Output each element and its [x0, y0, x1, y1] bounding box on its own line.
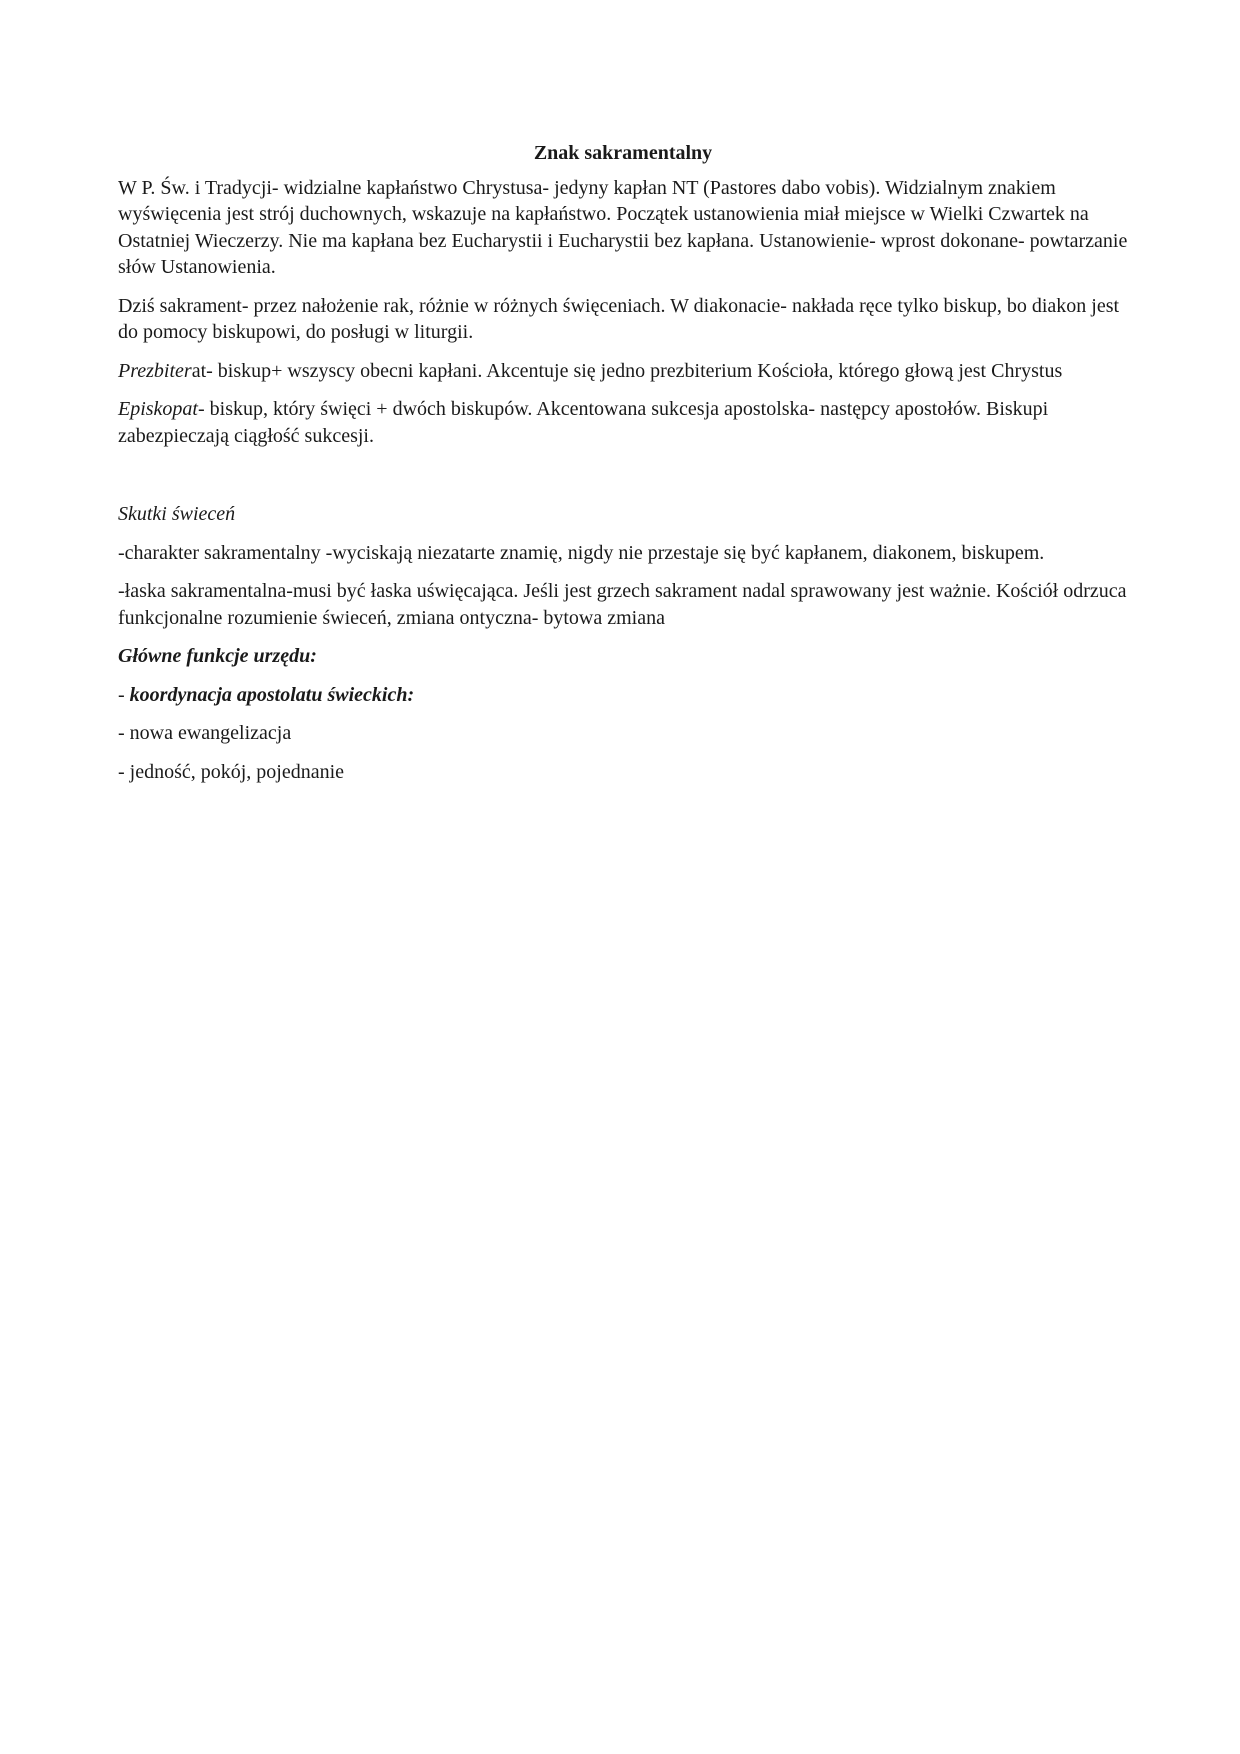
- document-page: [118, 140, 1128, 797]
- functions-heading: Główne funkcje urzędu:: [118, 645, 317, 667]
- function-item-coordination-text: koordynacja apostolatu świeckich:: [129, 683, 415, 706]
- paragraph-sacramental-grace: -łaska sakramentalna-musi być łaska uświęcająca. Jeśli jest grzech sakrament nadal sprawowany jest ważnie. Kościół odrzuca funkcjonalne rozumienie świeceń, zmiana ontyczna- bytowa zmiana: [118, 580, 1127, 629]
- paragraph-presbyterate: [118, 358, 1128, 385]
- episcopate-text: - biskup, który święci + dwóch biskupów. Akcentowana sukcesja apostolska- następcy apostołów. Biskupi zabezpieczają ciągłość sukcesji.: [118, 398, 1049, 447]
- paragraph-sacrament-today: Dziś sakrament- przez nałożenie rak, różnie w różnych święceniach. W diakonacie- nakłada ręce tylko biskup, bo diakon jest do pomocy biskupowi, do posługi w liturgii.: [118, 294, 1120, 343]
- effects-heading: Skutki świeceń: [118, 503, 236, 525]
- section-spacer: [118, 461, 1128, 501]
- presbyterate-text: at- biskup+ wszyscy obecni kapłani. Akcentuje się jedno prezbiterium Kościoła, którego głową jest Chrystus: [191, 359, 1063, 382]
- presbyterate-term: Prezbiter: [118, 359, 192, 382]
- function-item-coordination: [118, 682, 1128, 709]
- function-item-evangelization: - nowa ewangelizacja: [118, 722, 292, 744]
- function-item-unity: - jedność, pokój, pojednanie: [118, 760, 345, 783]
- paragraph-visible-priesthood: W P. Św. i Tradycji- widzialne kapłaństwo Chrystusa- jedyny kapłan NT (Pastores dabo vobis). Widzialnym znakiem wyświęcenia jest strój duchownych, wskazuje na kapłaństwo. Początek ustanowienia miał miejsce w Wielki Czwartek na Ostatniej Wieczerzy. Nie ma kapłana bez Eucharystii i Eucharystii bez kapłana. Ustanowienie- wprost dokonane- powtarzanie słów Ustanowienia.: [118, 176, 1128, 278]
- function-item-dash: -: [118, 683, 130, 706]
- document-title: Znak sakramentalny: [533, 142, 713, 164]
- episcopate-term: Episkopat: [118, 398, 198, 420]
- paragraph-sacramental-character: -charakter sakramentalny -wyciskają niezatarte znamię, nigdy nie przestaje się być kapłanem, diakonem, biskupem.: [118, 541, 1045, 564]
- paragraph-episcopate: [118, 396, 1128, 449]
